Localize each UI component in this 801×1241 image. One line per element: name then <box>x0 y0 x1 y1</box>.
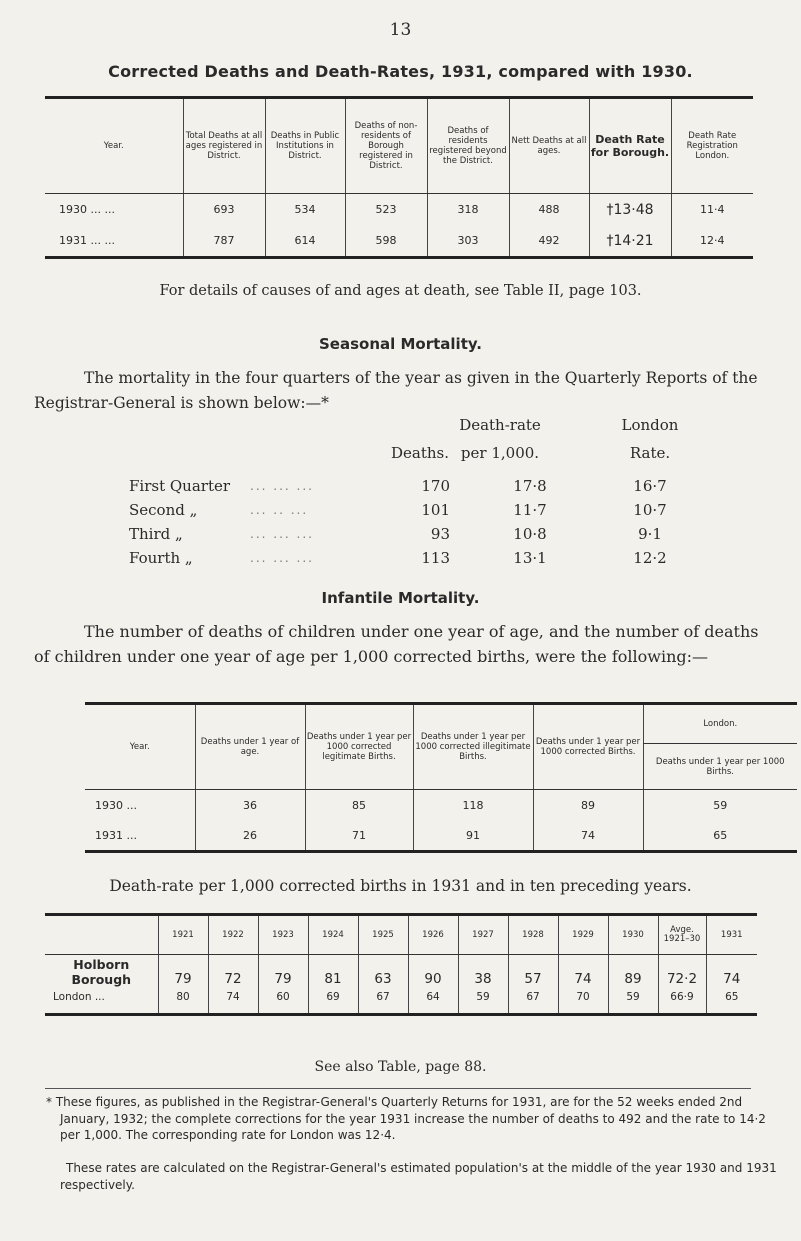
table-cell: 64 <box>408 989 458 1015</box>
column-header: 1927 <box>458 915 508 955</box>
table-cell: 89 <box>533 790 643 821</box>
infantile-heading: Infantile Mortality. <box>321 589 480 607</box>
table-cell: 12·4 <box>671 225 753 258</box>
column-header: Death Rate Registration London. <box>671 98 753 194</box>
table-cell: 26 <box>195 820 305 852</box>
quarter-london-rate: 9·1 <box>638 525 662 543</box>
quarter-deaths: 170 <box>421 477 450 495</box>
table-cell: 74 <box>533 820 643 852</box>
seasonal-col-london-line1: London <box>621 416 679 434</box>
table-cell: 60 <box>258 989 308 1015</box>
column-header: 1929 <box>558 915 608 955</box>
details-note: For details of causes of and ages at death, see Table II, page 103. <box>159 283 642 299</box>
seasonal-row <box>0 477 801 499</box>
column-header: 1928 <box>508 915 558 955</box>
column-header: Year. <box>45 98 183 194</box>
table-cell: 91 <box>413 820 533 852</box>
table-cell: 90 <box>408 955 458 990</box>
table-header-row <box>45 915 757 955</box>
column-header-blank <box>45 915 158 955</box>
corrected-deaths-table <box>45 96 753 259</box>
table-cell: 67 <box>358 989 408 1015</box>
table-cell: 534 <box>265 194 345 226</box>
table-cell: †13·48 <box>589 194 671 226</box>
quarter-london-rate: 16·7 <box>633 477 667 495</box>
column-header: 1922 <box>208 915 258 955</box>
footnote-divider <box>45 1088 751 1089</box>
column-header: Deaths under 1 year per 1000 corrected legitimate Births. <box>305 704 413 790</box>
quarter-london-rate: 12·2 <box>633 549 667 567</box>
table-cell: 59 <box>458 989 508 1015</box>
seasonal-col-deaths: Deaths. <box>390 444 449 462</box>
table-row <box>45 989 757 1015</box>
table-cell: 65 <box>643 820 797 852</box>
column-header: 1923 <box>258 915 308 955</box>
table-cell: 72 <box>208 955 258 990</box>
table-cell: †14·21 <box>589 225 671 258</box>
table-cell: 85 <box>305 790 413 821</box>
page-title: Corrected Deaths and Death-Rates, 1931, compared with 1930. <box>108 62 693 81</box>
seasonal-paragraph: The mortality in the four quarters of the year as given in the Quarterly Reports of the Registrar-General is shown below:—* <box>34 369 758 412</box>
see-also-note: See also Table, page 88. <box>314 1059 487 1075</box>
column-header: Deaths of non-residents of Borough registered in District. <box>345 98 427 194</box>
table-cell: 74 <box>558 955 608 990</box>
quarter-deaths: 101 <box>421 501 450 519</box>
table-cell: 67 <box>508 989 558 1015</box>
column-header: Nett Deaths at all ages. <box>509 98 589 194</box>
quarter-london-rate: 10·7 <box>633 501 667 519</box>
row-year: 1931 ... <box>95 828 137 842</box>
leader-dots: ... .. ... <box>250 503 309 517</box>
table-cell: 787 <box>183 225 265 258</box>
row-year: 1930 ... ... <box>59 203 115 216</box>
table-row <box>45 225 753 258</box>
table-row <box>45 955 757 990</box>
table-cell: 614 <box>265 225 345 258</box>
table-cell: 492 <box>509 225 589 258</box>
column-subheader: Deaths under 1 year per 1000 Births. <box>643 744 797 790</box>
row-label: London ... <box>53 991 105 1003</box>
table-cell: 89 <box>608 955 658 990</box>
column-header: Year. <box>85 704 195 790</box>
table-cell: 118 <box>413 790 533 821</box>
column-header: Avge. 1921–30 <box>658 915 706 955</box>
table-cell: 598 <box>345 225 427 258</box>
table-cell: 66·9 <box>658 989 706 1015</box>
decade-heading: Death-rate per 1,000 corrected births in 1931 and in ten preceding years. <box>109 877 692 895</box>
table-row <box>45 194 753 226</box>
seasonal-col-rate-line2: per 1,000. <box>460 444 540 462</box>
column-header: 1921 <box>158 915 208 955</box>
column-header: 1930 <box>608 915 658 955</box>
table-row <box>85 790 797 821</box>
table-cell: 81 <box>308 955 358 990</box>
column-header: Deaths of residents registered beyond the District. <box>427 98 509 194</box>
column-header: Deaths under 1 year of age. <box>195 704 305 790</box>
quarter-rate: 11·7 <box>513 501 547 519</box>
column-header: Deaths in Public Institutions in District. <box>265 98 345 194</box>
table-cell: 693 <box>183 194 265 226</box>
table-cell: 36 <box>195 790 305 821</box>
table-cell: 59 <box>643 790 797 821</box>
infantile-paragraph: The number of deaths of children under one year of age, and the number of deaths of children under one year of age per 1,000 corrected births, were the following:— <box>34 622 759 666</box>
table-cell: 80 <box>158 989 208 1015</box>
table-cell: 72·2 <box>658 955 706 990</box>
table-cell: 488 <box>509 194 589 226</box>
quarter-rate: 17·8 <box>513 477 547 495</box>
leader-dots: ... ... ... <box>250 527 314 541</box>
seasonal-row <box>0 525 801 547</box>
table-cell: 318 <box>427 194 509 226</box>
quarter-deaths: 93 <box>430 525 450 543</box>
table-cell: 303 <box>427 225 509 258</box>
table-cell: 59 <box>608 989 658 1015</box>
seasonal-heading: Seasonal Mortality. <box>319 335 482 353</box>
row-year: 1930 ... <box>95 798 137 812</box>
quarter-deaths: 113 <box>421 549 450 567</box>
table-row <box>85 820 797 852</box>
table-cell: 69 <box>308 989 358 1015</box>
column-header: 1924 <box>308 915 358 955</box>
row-year: 1931 ... ... <box>59 234 115 247</box>
table-cell: 79 <box>258 955 308 990</box>
column-header: Total Deaths at all ages registered in District. <box>183 98 265 194</box>
leader-dots: ... ... ... <box>250 479 314 493</box>
page-number: 13 <box>389 20 412 40</box>
column-header: Deaths under 1 year per 1000 corrected illegitimate Births. <box>413 704 533 790</box>
footnote-dagger: These rates are calculated on the Registrar-General's estimated population's at the middle of the year 1930 and 1931 respectively. <box>60 1161 777 1192</box>
seasonal-row <box>0 501 801 523</box>
quarter-rate: 13·1 <box>513 549 547 567</box>
footnote-star: * These figures, as published in the Registrar-General's Quarterly Returns for 1931, are for the 52 weeks ended 2nd January, 1932; the complete corrections for the year 1931 increase the number of deaths to 492 and the rate to 14·2 per 1,000. The corresponding rate for London was 12·4. <box>46 1095 766 1142</box>
seasonal-col-london-line2: Rate. <box>629 444 671 462</box>
quarter-label: Fourth „ <box>129 549 193 567</box>
table-cell: 38 <box>458 955 508 990</box>
column-header: 1925 <box>358 915 408 955</box>
row-label: Holborn Borough <box>71 957 132 987</box>
table-cell: 63 <box>358 955 408 990</box>
quarter-rate: 10·8 <box>513 525 547 543</box>
leader-dots: ... ... ... <box>250 551 314 565</box>
table-cell: 79 <box>158 955 208 990</box>
column-header: London. <box>643 704 797 744</box>
column-header: Deaths under 1 year per 1000 corrected Births. <box>533 704 643 790</box>
column-header: Death Rate for Borough. <box>589 98 671 194</box>
table-cell: 11·4 <box>671 194 753 226</box>
seasonal-row <box>0 549 801 571</box>
table-cell: 71 <box>305 820 413 852</box>
quarter-label: Second „ <box>129 501 198 519</box>
table-cell: 74 <box>706 955 757 990</box>
table-cell: 523 <box>345 194 427 226</box>
column-header: 1931 <box>706 915 757 955</box>
decade-rates-table <box>45 913 757 1016</box>
seasonal-col-rate-line1: Death-rate <box>459 416 541 434</box>
table-cell: 57 <box>508 955 558 990</box>
quarter-label: First Quarter <box>129 477 231 495</box>
quarter-label: Third „ <box>129 525 183 543</box>
table-header-row <box>45 98 753 194</box>
table-cell: 70 <box>558 989 608 1015</box>
column-header: 1926 <box>408 915 458 955</box>
table-cell: 74 <box>208 989 258 1015</box>
table-cell: 65 <box>706 989 757 1015</box>
infantile-mortality-table <box>85 702 797 853</box>
